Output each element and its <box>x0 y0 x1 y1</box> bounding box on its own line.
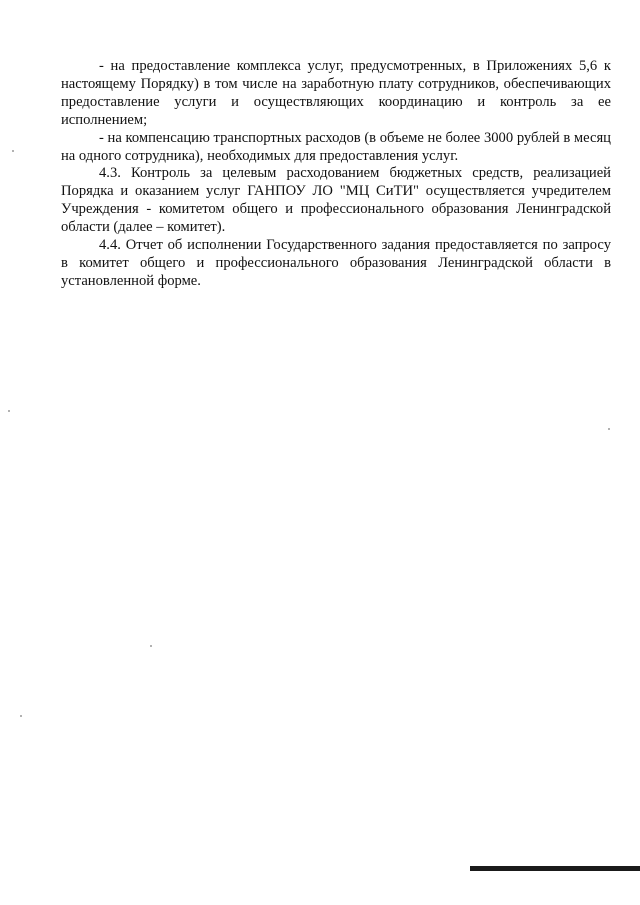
scan-speck <box>12 150 14 152</box>
paragraph-section-4-4: 4.4. Отчет об исполнении Государственного задания предоставляется по запросу в комитет общего и профессионального образования Ленинградской области в установленной форме. <box>61 237 611 289</box>
paragraph-services-costs: - на предоставление комплекса услуг, предусмотренных, в Приложениях 5,6 к настоящему Порядку) в том числе на заработную плату сотрудников, обеспечивающих предоставление услуги и осуществляющих координацию и контроль за ее исполнением; <box>61 58 611 128</box>
scan-speck <box>20 715 22 717</box>
scan-speck <box>608 428 610 430</box>
paragraph-transport-costs: - на компенсацию транспортных расходов (в объеме не более 3000 рублей в месяц на одного сотрудника), необходимых для предоставления услуг. <box>61 129 611 164</box>
document-body <box>61 58 611 291</box>
paragraph-section-4-3: 4.3. Контроль за целевым расходованием бюджетных средств, реализацией Порядка и оказанием услуг ГАНПОУ ЛО "МЦ СиТИ" осуществляется учредителем Учреждения - комитетом общего и профессионального образования Ленинградской области (далее – комитет). <box>61 165 611 236</box>
scan-speck <box>8 410 10 412</box>
scan-edge-bar <box>470 866 640 871</box>
scan-speck <box>150 645 152 647</box>
